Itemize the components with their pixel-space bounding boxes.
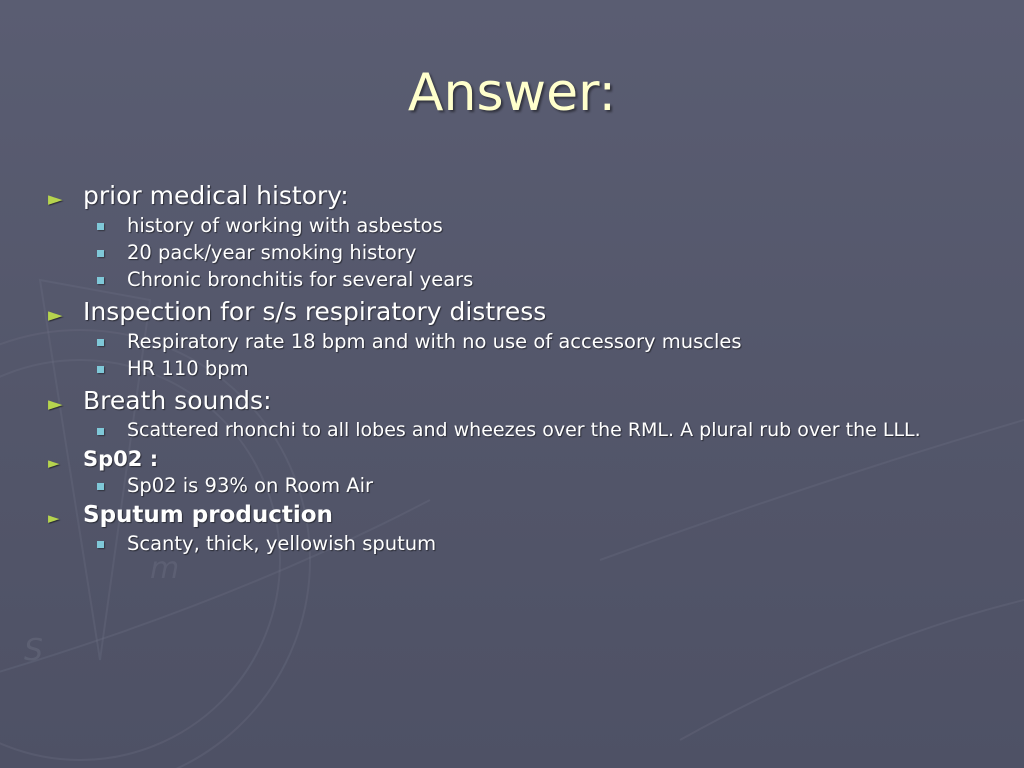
square-bullet-icon [97, 541, 104, 548]
list-item-text: Sp02 is 93% on Room Air [127, 474, 374, 497]
square-bullet-icon [97, 339, 104, 346]
list-item-text: Respiratory rate 18 bpm and with no use of accessory muscles [127, 330, 742, 353]
slide-title: Answer: [407, 63, 617, 123]
arrow-bullet-icon: ► [48, 454, 60, 472]
list-item-text: 20 pack/year smoking history [127, 241, 417, 264]
list-item-text: HR 110 bpm [127, 357, 249, 380]
square-bullet-icon [97, 250, 104, 257]
svg-text:S: S [24, 633, 44, 668]
list-item-text: Chronic bronchitis for several years [127, 268, 474, 291]
square-bullet-icon [97, 277, 104, 284]
svg-text:m: m [150, 551, 180, 586]
list-item-text: Scattered rhonchi to all lobes and wheezes over the RML. A plural rub over the LLL. [127, 419, 921, 441]
section-heading-text: Sp02 : [83, 447, 159, 471]
list-item-text: Scanty, thick, yellowish sputum [127, 532, 437, 555]
arrow-bullet-icon: ► [48, 509, 60, 527]
section-heading-text: Sputum production [83, 502, 333, 528]
list-item-text: history of working with asbestos [127, 214, 443, 237]
square-bullet-icon [97, 428, 104, 435]
section-heading-text: Breath sounds: [83, 386, 272, 415]
section-heading-text: prior medical history: [83, 181, 349, 210]
square-bullet-icon [97, 483, 104, 490]
square-bullet-icon [97, 223, 104, 230]
section-heading-text: Inspection for s/s respiratory distress [83, 297, 547, 326]
arrow-bullet-icon: ► [48, 188, 63, 210]
arrow-bullet-icon: ► [48, 393, 63, 415]
arrow-bullet-icon: ► [48, 304, 63, 326]
square-bullet-icon [97, 366, 104, 373]
